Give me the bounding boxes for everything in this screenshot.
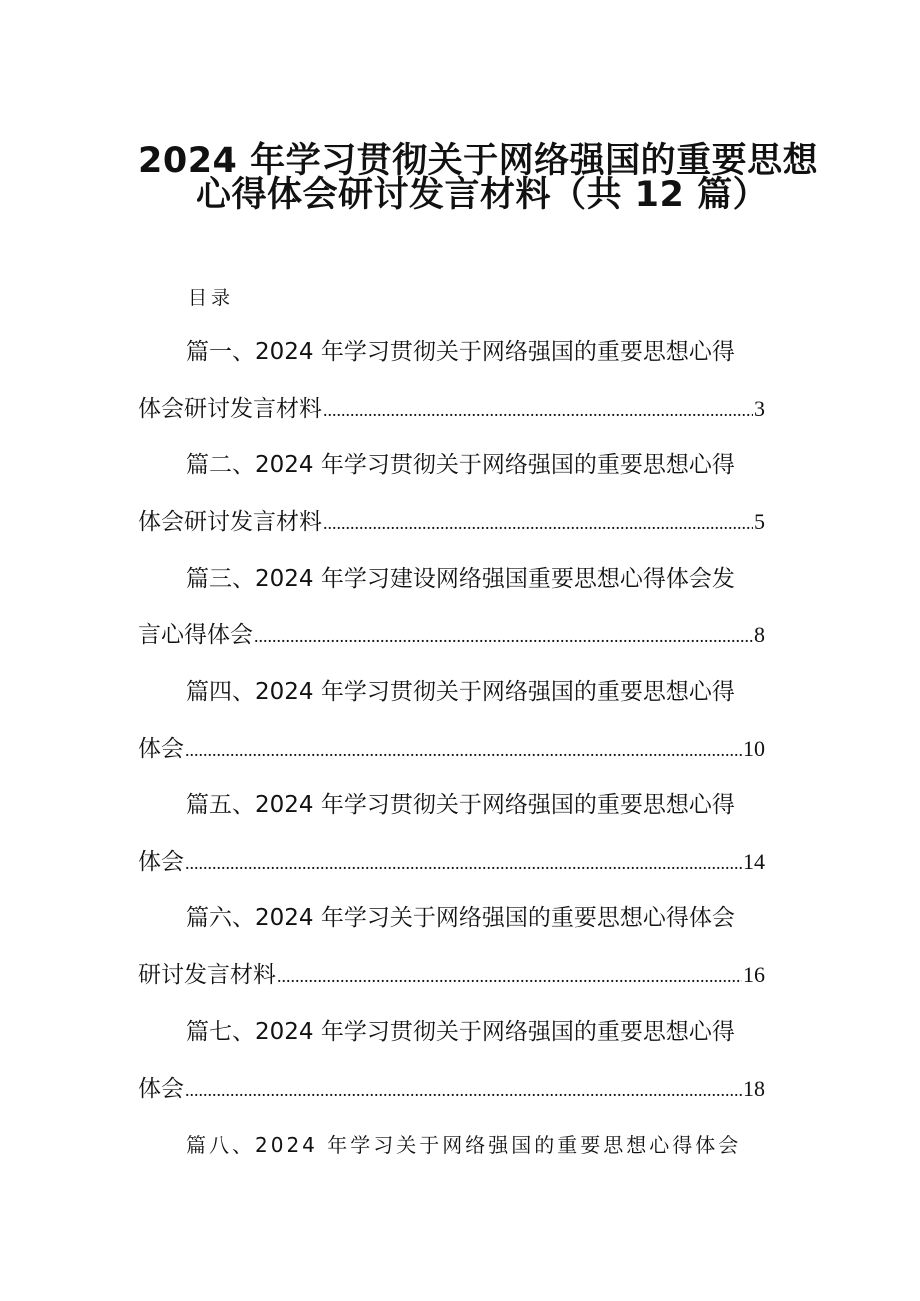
toc-entry-2-title[interactable]: 篇二、2024 年学习贯彻关于网络强国的重要思想心得 [186,452,735,478]
toc-entry-6-title[interactable]: 篇六、2024 年学习关于网络强国的重要思想心得体会 [186,905,735,931]
toc-entry-6-text: 研讨发言材料 [138,962,276,988]
toc-entry-7-text: 体会 [138,1076,184,1102]
toc-entry-3-title[interactable]: 篇三、2024 年学习建设网络强国重要思想心得体会发 [186,566,735,592]
toc-entry-6-page: 16 [743,962,765,987]
toc-entry-7-continuation[interactable] [138,1073,765,1106]
toc-entry-5-continuation[interactable] [138,846,765,879]
toc-entry-2-page: 5 [754,509,765,534]
toc-entry-1-page: 3 [754,396,765,421]
document-title-line-1: 2024 年学习贯彻关于网络强国的重要思想 [138,141,819,181]
dot-leader [277,960,742,992]
toc-entry-8-title[interactable]: 篇八、2024 年学习关于网络强国的重要思想心得体会 [186,1133,742,1157]
document-title-line-2: 心得体会研讨发言材料（共 12 篇） [196,175,769,215]
toc-entry-2-text: 体会研讨发言材料 [138,509,322,535]
toc-entry-2-continuation[interactable] [138,506,765,539]
dot-leader [185,847,742,879]
toc-entry-1-continuation[interactable] [138,393,765,426]
dot-leader [323,507,753,539]
toc-entry-4-text: 体会 [138,736,184,762]
toc-entry-3-text: 言心得体会 [138,622,253,648]
toc-entry-5-page: 14 [743,849,765,874]
toc-entry-5-title[interactable]: 篇五、2024 年学习贯彻关于网络强国的重要思想心得 [186,792,735,818]
toc-entry-1-text: 体会研讨发言材料 [138,396,322,422]
dot-leader [185,734,742,766]
toc-entry-1-title[interactable]: 篇一、2024 年学习贯彻关于网络强国的重要思想心得 [186,339,735,365]
toc-entry-4-title[interactable]: 篇四、2024 年学习贯彻关于网络强国的重要思想心得 [186,679,735,705]
toc-entry-3-page: 8 [754,622,765,647]
toc-entry-6-continuation[interactable] [138,959,765,992]
toc-entry-3-continuation[interactable] [138,619,765,652]
dot-leader [254,620,753,652]
dot-leader [185,1074,742,1106]
toc-heading: 目录 [188,287,235,309]
toc-entry-4-continuation[interactable] [138,733,765,766]
toc-entry-4-page: 10 [743,736,765,761]
dot-leader [323,394,753,426]
toc-entry-5-text: 体会 [138,849,184,875]
toc-entry-7-page: 18 [743,1076,765,1101]
toc-entry-7-title[interactable]: 篇七、2024 年学习贯彻关于网络强国的重要思想心得 [186,1019,735,1045]
